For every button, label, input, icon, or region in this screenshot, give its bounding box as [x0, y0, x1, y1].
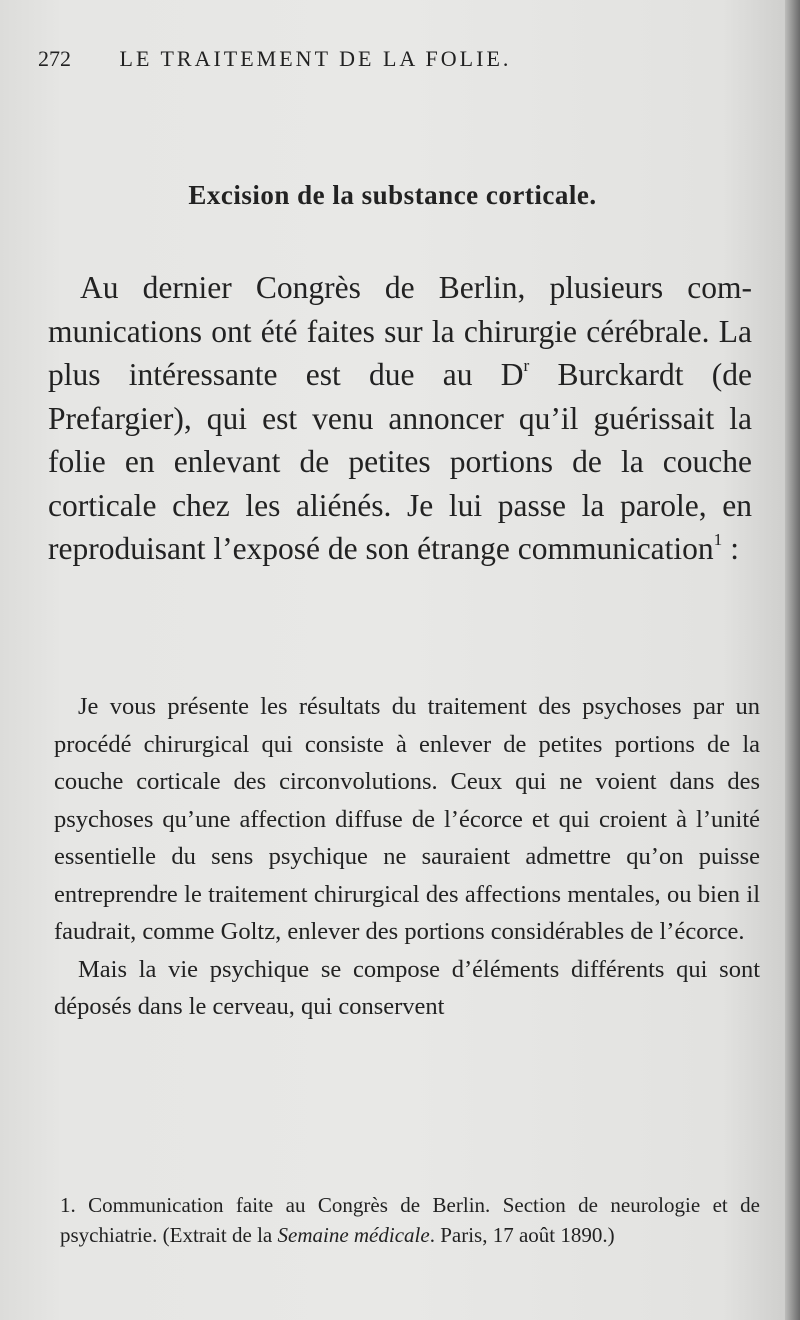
running-head [38, 46, 758, 72]
footnote-text-1: Communication faite au Congrès de Berlin. Section de neurologie et de psychiatrie. (Extrait de la [60, 1193, 760, 1247]
footnote-number: 1. [60, 1193, 76, 1217]
page-edge-shadow [785, 0, 800, 1320]
footnote [60, 1190, 760, 1250]
quote-paragraph-1: Je vous présente les résultats du traitement des psychoses par un procédé chirurgical qui consiste à enlever de petites portions de la couche corticale des circonvolutions. Ceux qui ne voient dans des psychoses qu’une affection diffuse de l’écorce et qui croient à l’unité essentielle du sens psychique ne sauraient admettre qu’on puisse entreprendre le traitement chirurgical des affections mentales, ou bien il faudrait, comme Goltz, enlever des portions considérables de l’écorce. [54, 693, 760, 945]
quoted-communication [54, 688, 760, 1026]
intro-part-1: Au dernier Congrès de Berlin, plusieurs communications ont été faites sur la chirurgie cérébrale. La plus intéressante est due au D [48, 270, 752, 392]
page-number: 272 [38, 46, 71, 71]
section-title: Excision de la substance corticale. [188, 180, 597, 210]
footnote-text-2: . Paris, 17 août 1890.) [429, 1223, 615, 1247]
footnote-reference: 1 [713, 530, 723, 550]
quote-paragraph-2: Mais la vie psychique se compose d’éléments différents qui sont déposés dans le cerveau, qui conservent [54, 955, 760, 1020]
doctor-superscript: r [523, 356, 530, 376]
intro-paragraph [48, 266, 752, 571]
running-title: LE TRAITEMENT DE LA FOLIE. [119, 46, 512, 71]
footnote-source: Semaine médicale [277, 1223, 430, 1247]
intro-text [48, 266, 752, 571]
intro-part-2: Burckardt (de Prefargier), qui est venu annoncer qu’il guérissait la folie en enlevant de petites portions de la couche corticale chez les aliénés. Je lui passe la parole, en reproduisant l’exposé de son étrange communication [48, 357, 752, 566]
intro-part-3: : [722, 531, 739, 566]
